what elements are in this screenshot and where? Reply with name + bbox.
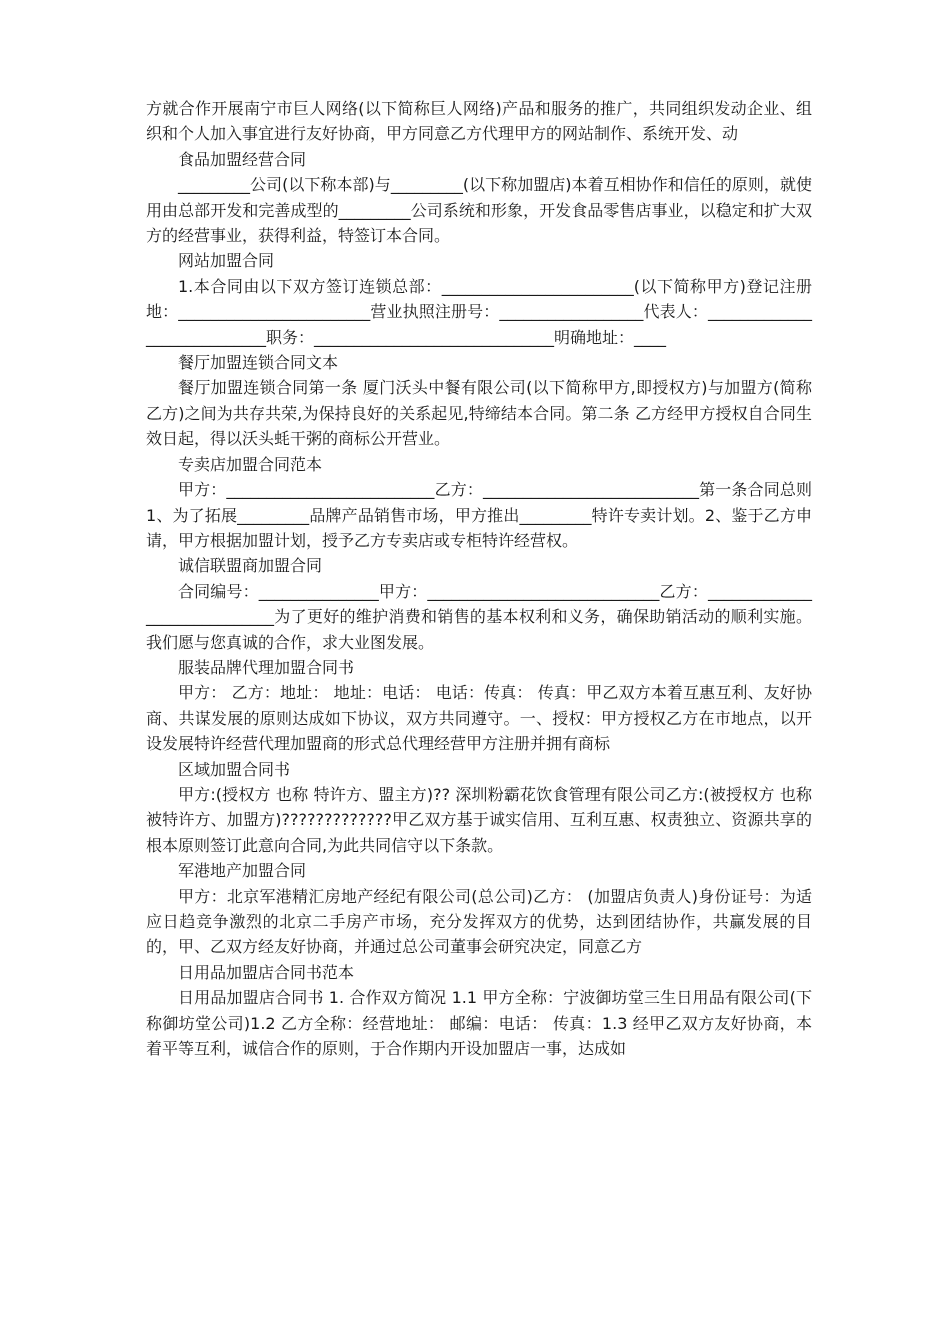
- section-title-restaurant: 餐厅加盟连锁合同文本: [178, 353, 339, 373]
- document-page: [146, 96, 812, 1061]
- intro-paragraph: 方就合作开展南宁市巨人网络(以下简称巨人网络)产品和服务的推广，共同组织发动企业、组织和个人加入事宜进行友好协商，甲方同意乙方代理甲方的网站制作、系统开发、动: [146, 99, 812, 144]
- section-body-clothing: 甲方： 乙方：地址： 地址：电话： 电话：传真： 传真：甲乙双方本着互惠互利、友好协商、共谋发展的原则达成如下协议，双方共同遵守。一、授权：甲方授权乙方在市地点，以开设发展特许经营代理加盟商的形式总代理经营甲方注册并拥有商标: [146, 683, 812, 754]
- section-title-store: 专卖店加盟合同范本: [178, 454, 323, 474]
- section-title-clothing: 服装品牌代理加盟合同书: [178, 657, 355, 677]
- section-title-daily-goods: 日用品加盟店合同书范本: [178, 962, 355, 982]
- section-title-realestate: 军港地产加盟合同: [178, 861, 307, 881]
- section-title-website: 网站加盟合同: [178, 251, 275, 271]
- section-body-daily-goods: 日用品加盟店合同书 1. 合作双方简况 1.1 甲方全称：宁波御坊堂三生日用品有限公司(下称御坊堂公司)1.2 乙方全称：经营地址： 邮编：电话： 传真：1.3 经甲乙双方友好协商，本着平等互利，诚信合作的原则，于合作期内开设加盟店一事，达成如: [146, 988, 812, 1059]
- section-body-food: _________公司(以下称本部)与_________(以下称加盟店)本着互相协作和信任的原则，就使用由总部开发和完善成型的_________公司系统和形象，开发食品零售店事业，以稳定和扩大双方的经营事业，获得利益，特签订本合同。: [146, 175, 812, 246]
- section-title-integrity: 诚信联盟商加盟合同: [178, 556, 323, 576]
- section-body-store: 甲方：__________________________乙方：___________________________第一条合同总则 1、为了拓展_________品牌产品销售市场，甲方推出_________特许专卖计划。2、鉴于乙方申请，甲方根据加盟计划，授予乙方专卖店或专柜特许经营权。: [146, 480, 812, 550]
- section-title-food: 食品加盟经营合同: [178, 149, 307, 169]
- section-body-website: 1.本合同由以下双方签订连锁总部：________________________(以下简称甲方)登记注册地：________________________营业执照注册号：__________________代表人：____________________________职务：______________________________明确地址：____: [146, 276, 812, 347]
- section-body-restaurant: 餐厅加盟连锁合同第一条 厦门沃头中餐有限公司(以下简称甲方,即授权方)与加盟方(简称乙方)之间为共存共荣,为保持良好的关系起见,特缔结本合同。第二条 乙方经甲方授权自合同生效日起，得以沃头蚝干粥的商标公开营业。: [146, 378, 812, 449]
- section-title-regional: 区域加盟合同书: [178, 759, 291, 779]
- section-body-integrity: 合同编号：_______________甲方：_____________________________乙方：_____________________________为了更好的维护消费和销售的基本权利和义务，确保助销活动的顺利实施。我们愿与您真诚的合作，求大业图发展。: [146, 581, 812, 652]
- section-body-regional: 甲方:(授权方 也称 特许方、盟主方)?? 深圳粉霸花饮食管理有限公司乙方:(被授权方 也称 被特许方、加盟方)?????????????甲乙双方基于诚实信用、互利互惠、权责独立、资源共享的根本原则签订此意向合同,为此共同信守以下条款。: [146, 784, 812, 855]
- section-body-realestate: 甲方：北京军港精汇房地产经纪有限公司(总公司)乙方： (加盟店负责人)身份证号：为适应日趋竞争激烈的北京二手房产市场，充分发挥双方的优势，达到团结协作，共赢发展的目的，甲、乙双方经友好协商，并通过总公司董事会研究决定，同意乙方: [146, 886, 812, 957]
